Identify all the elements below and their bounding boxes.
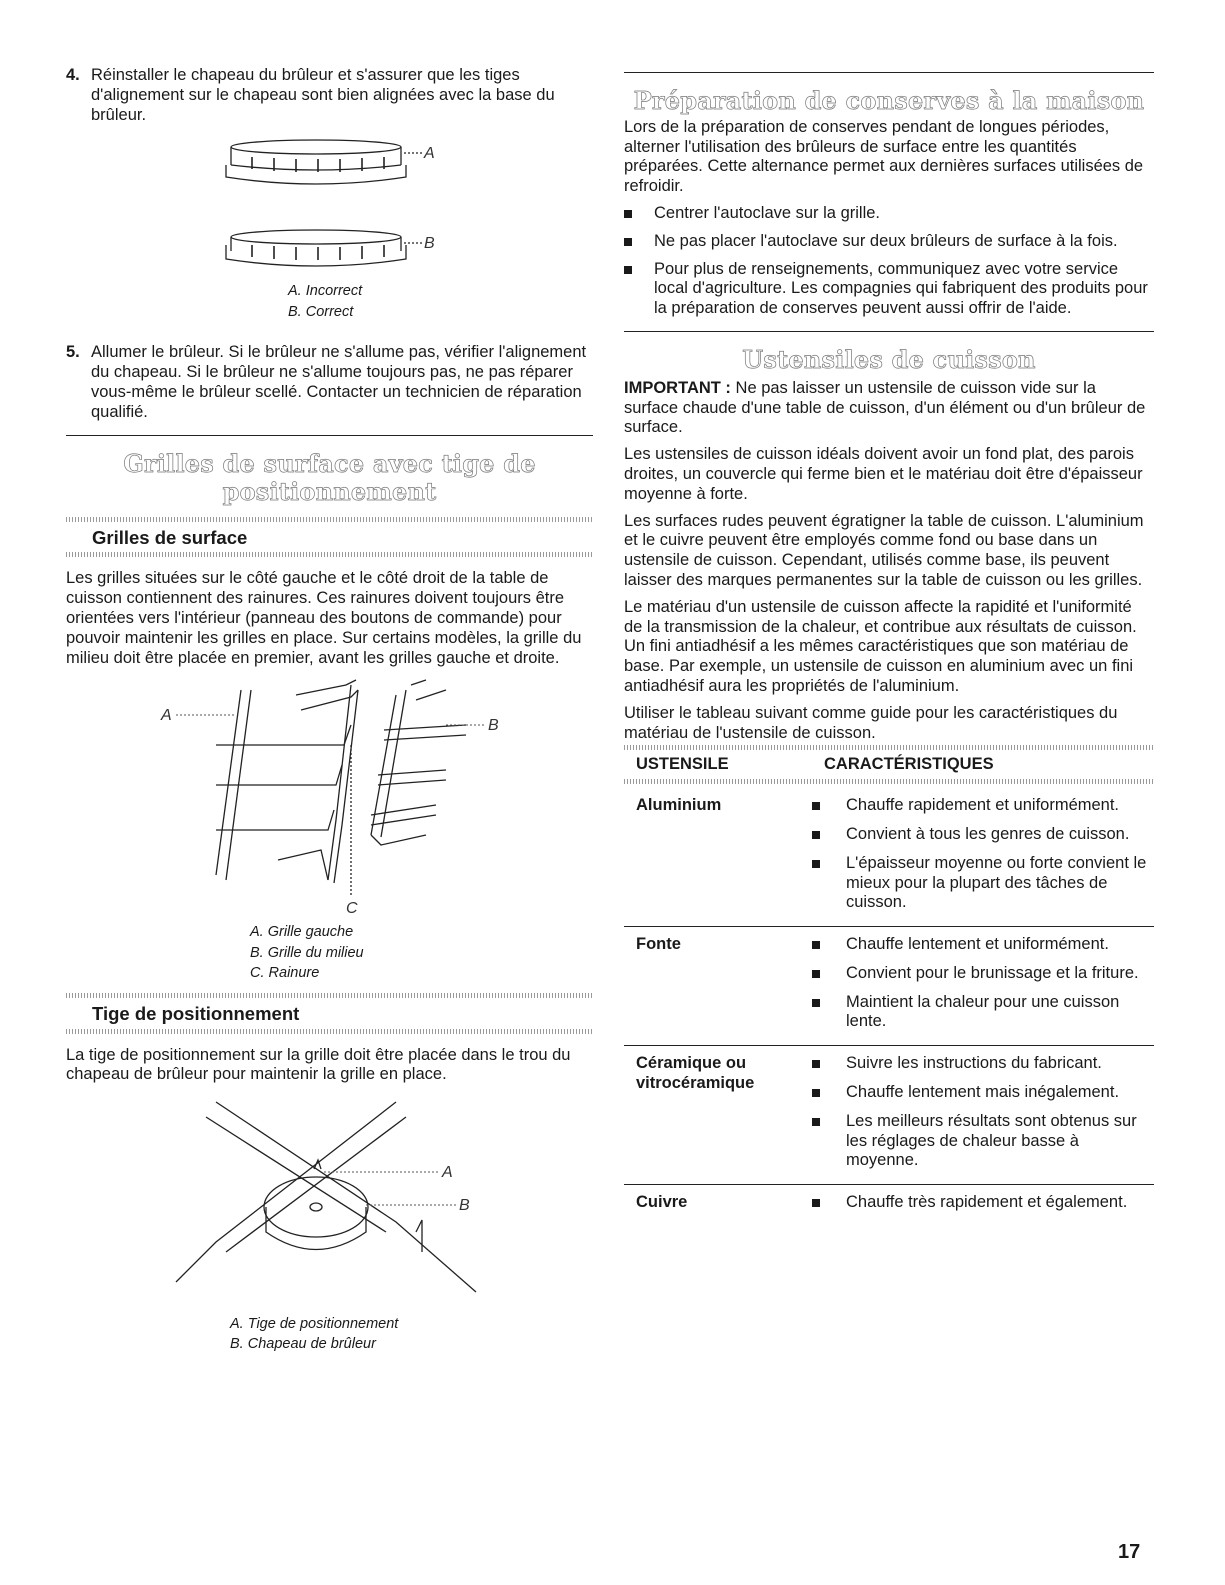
- table-header: [624, 750, 1154, 779]
- table-row: [624, 926, 1154, 1045]
- fig3-label-a: A: [442, 1164, 453, 1182]
- hatch-divider: [66, 1029, 593, 1034]
- list-item: Ne pas placer l'autoclave sur deux brûleurs de surface à la fois.: [624, 232, 1154, 252]
- list-item: Centrer l'autoclave sur la grille.: [624, 204, 1154, 224]
- fig1-label-a: A: [424, 145, 435, 163]
- table-row: [624, 788, 1154, 926]
- hatch-divider: [624, 779, 1154, 784]
- fig2-label-c: C: [346, 900, 358, 916]
- cookware-paragraph: Le matériau d'un ustensile de cuisson affecte la rapidité et l'uniformité de la transmission de la chaleur, et contribue aux résultats de cuisson. Un fini antiadhésif a les mêmes caractéristiques que son matériau de base. Par exemple, un ustensile de cuisson en aluminium avec un fini antiadhésif aura les propriétés de l'aluminium.: [624, 597, 1137, 695]
- fig3-caption-a: A. Tige de positionnement: [230, 1316, 399, 1333]
- list-item: L'épaisseur moyenne ou forte convient le mieux pour la plupart des tâches de cuisson.: [810, 854, 1154, 913]
- table-cell-features: [810, 935, 1154, 1041]
- positioning-pin-figure: [66, 1092, 593, 1362]
- fig3-label-b: B: [459, 1197, 470, 1215]
- table-header-ustensile: USTENSILE: [636, 755, 729, 774]
- grates-figure: [66, 675, 593, 993]
- subsection-title-tige: Tige de positionnement: [92, 1003, 300, 1025]
- fig1-label-b: B: [424, 235, 435, 253]
- section-rule: [624, 331, 1154, 332]
- fig2-label-b: B: [488, 717, 499, 735]
- cookware-paragraph: Les surfaces rudes peuvent égratigner la table de cuisson. L'aluminium et le cuivre peuvent être employés comme fond ou base dans un ustensile de cuisson. Cependant, utilisés comme base, ils peuvent laisser des marques permanentes sur la table de cuisson ou les grilles.: [624, 511, 1144, 589]
- fig3-caption-b: B. Chapeau de brûleur: [230, 1336, 376, 1353]
- list-item: Suivre les instructions du fabricant.: [810, 1054, 1154, 1074]
- right-column: [624, 66, 1154, 1226]
- step-text: Allumer le brûleur. Si le brûleur ne s'allume pas, vérifier l'alignement du chapeau. Si le brûleur ne s'allume toujours pas, ne pas réparer vous-même le brûleur scellé. Contacter un technicien de réparation qualifié.: [91, 343, 587, 421]
- table-cell-features: [810, 1193, 1154, 1222]
- table-row: [624, 1184, 1154, 1226]
- section-rule: [624, 72, 1154, 73]
- list-item: Convient pour le brunissage et la friture.: [810, 964, 1154, 984]
- step-4: [66, 66, 593, 125]
- step-number: 4.: [66, 66, 80, 84]
- step-number: 5.: [66, 343, 80, 362]
- step-5: [66, 343, 593, 422]
- grates-illustration: [66, 675, 593, 915]
- fig2-label-a: A: [161, 707, 172, 725]
- table-row: [624, 1045, 1154, 1184]
- table-cell-material: Cuivre: [636, 1193, 688, 1212]
- section-title-ustensiles: Ustensiles de cuisson: [742, 344, 1036, 374]
- table-cell-features: [810, 1054, 1154, 1180]
- list-item: Chauffe lentement et uniformément.: [810, 935, 1154, 955]
- fig1-caption: [288, 281, 362, 322]
- important-label: IMPORTANT :: [624, 378, 731, 397]
- fig2-caption: [250, 922, 364, 983]
- section-title-conserves: Préparation de conserves à la maison: [633, 86, 1145, 115]
- fig2-caption-a: A. Grille gauche: [250, 924, 354, 941]
- cookware-paragraph: Utiliser le tableau suivant comme guide pour les caractéristiques du matériau de l'ustensile de cuisson.: [624, 703, 1118, 742]
- burner-cap-figure: [66, 125, 593, 343]
- list-item: Chauffe rapidement et uniformément.: [810, 796, 1154, 816]
- list-item: Convient à tous les genres de cuisson.: [810, 825, 1154, 845]
- list-item: Maintient la chaleur pour une cuisson lente.: [810, 993, 1154, 1033]
- burner-cap-illustration: [66, 125, 593, 305]
- conserves-intro: Lors de la préparation de conserves pendant de longues périodes, alterner l'utilisation des brûleurs de surface entre les quantités préparées. Cette alternance permet aux dernières surfaces utilisées de refroidir.: [624, 117, 1144, 196]
- section-rule: [66, 435, 593, 436]
- fig1-caption-a: A. Incorrect: [288, 283, 363, 300]
- subsection-title-grilles: Grilles de surface: [92, 527, 248, 549]
- table-header-caracteristiques: CARACTÉRISTIQUES: [824, 755, 994, 774]
- list-item: Chauffe lentement mais inégalement.: [810, 1083, 1154, 1103]
- page-number: 17: [1118, 1541, 1141, 1563]
- grilles-body: Les grilles situées sur le côté gauche et le côté droit de la table de cuisson contiennent des rainures. Ces rainures doivent toujours être orientées vers l'intérieur (panneau des boutons de commande) pour pouvoir maintenir les grilles en place. Sur certains modèles, la grille du milieu doit être placée en premier, avant les grilles gauche et droite.: [66, 569, 582, 667]
- fig2-caption-c: C. Rainure: [250, 964, 320, 981]
- step-text: Réinstaller le chapeau du brûleur et s'assurer que les tiges d'alignement sur le chapeau sont bien alignées avec la base du brûleur.: [91, 66, 555, 124]
- fig3-caption: [230, 1314, 398, 1355]
- important-note: [624, 379, 1154, 438]
- tige-body: La tige de positionnement sur la grille doit être placée dans le trou du chapeau de brûleur pour maintenir la grille en place.: [66, 1045, 571, 1084]
- left-column: [66, 66, 593, 1362]
- cookware-table: [624, 788, 1154, 1226]
- table-cell-material: Fonte: [636, 935, 681, 954]
- list-item: Les meilleurs résultats sont obtenus sur les réglages de chaleur basse à moyenne.: [810, 1112, 1154, 1171]
- table-cell-material: Aluminium: [636, 796, 722, 815]
- hatch-divider: [66, 517, 593, 522]
- section-title-grilles: Grilles de surface avec tige de positionnement: [123, 448, 536, 507]
- conserves-bullets: [624, 204, 1154, 319]
- table-cell-material: Céramique ou vitrocéramique: [636, 1054, 755, 1093]
- hatch-divider: [66, 993, 593, 998]
- positioning-pin-illustration: [66, 1092, 593, 1312]
- fig1-caption-b: B. Correct: [288, 303, 354, 320]
- list-item: Pour plus de renseignements, communiquez avec votre service local d'agriculture. Les compagnies qui fabriquent des produits pour la préparation de conserves peuvent aussi offrir de l'aide.: [624, 260, 1154, 319]
- cookware-paragraph: Les ustensiles de cuisson idéals doivent avoir un fond plat, des parois droites, un couvercle qui ferme bien et le matériau doit être d'épaisseur moyenne à forte.: [624, 445, 1143, 503]
- hatch-divider: [66, 552, 593, 557]
- important-text: Ne pas laisser un ustensile de cuisson vide sur la surface chaude d'une table de cuisson, d'un élément ou d'un brûleur de surface.: [624, 378, 1146, 437]
- fig2-caption-b: B. Grille du milieu: [250, 944, 364, 961]
- list-item: Chauffe très rapidement et également.: [810, 1193, 1154, 1213]
- table-cell-features: [810, 796, 1154, 922]
